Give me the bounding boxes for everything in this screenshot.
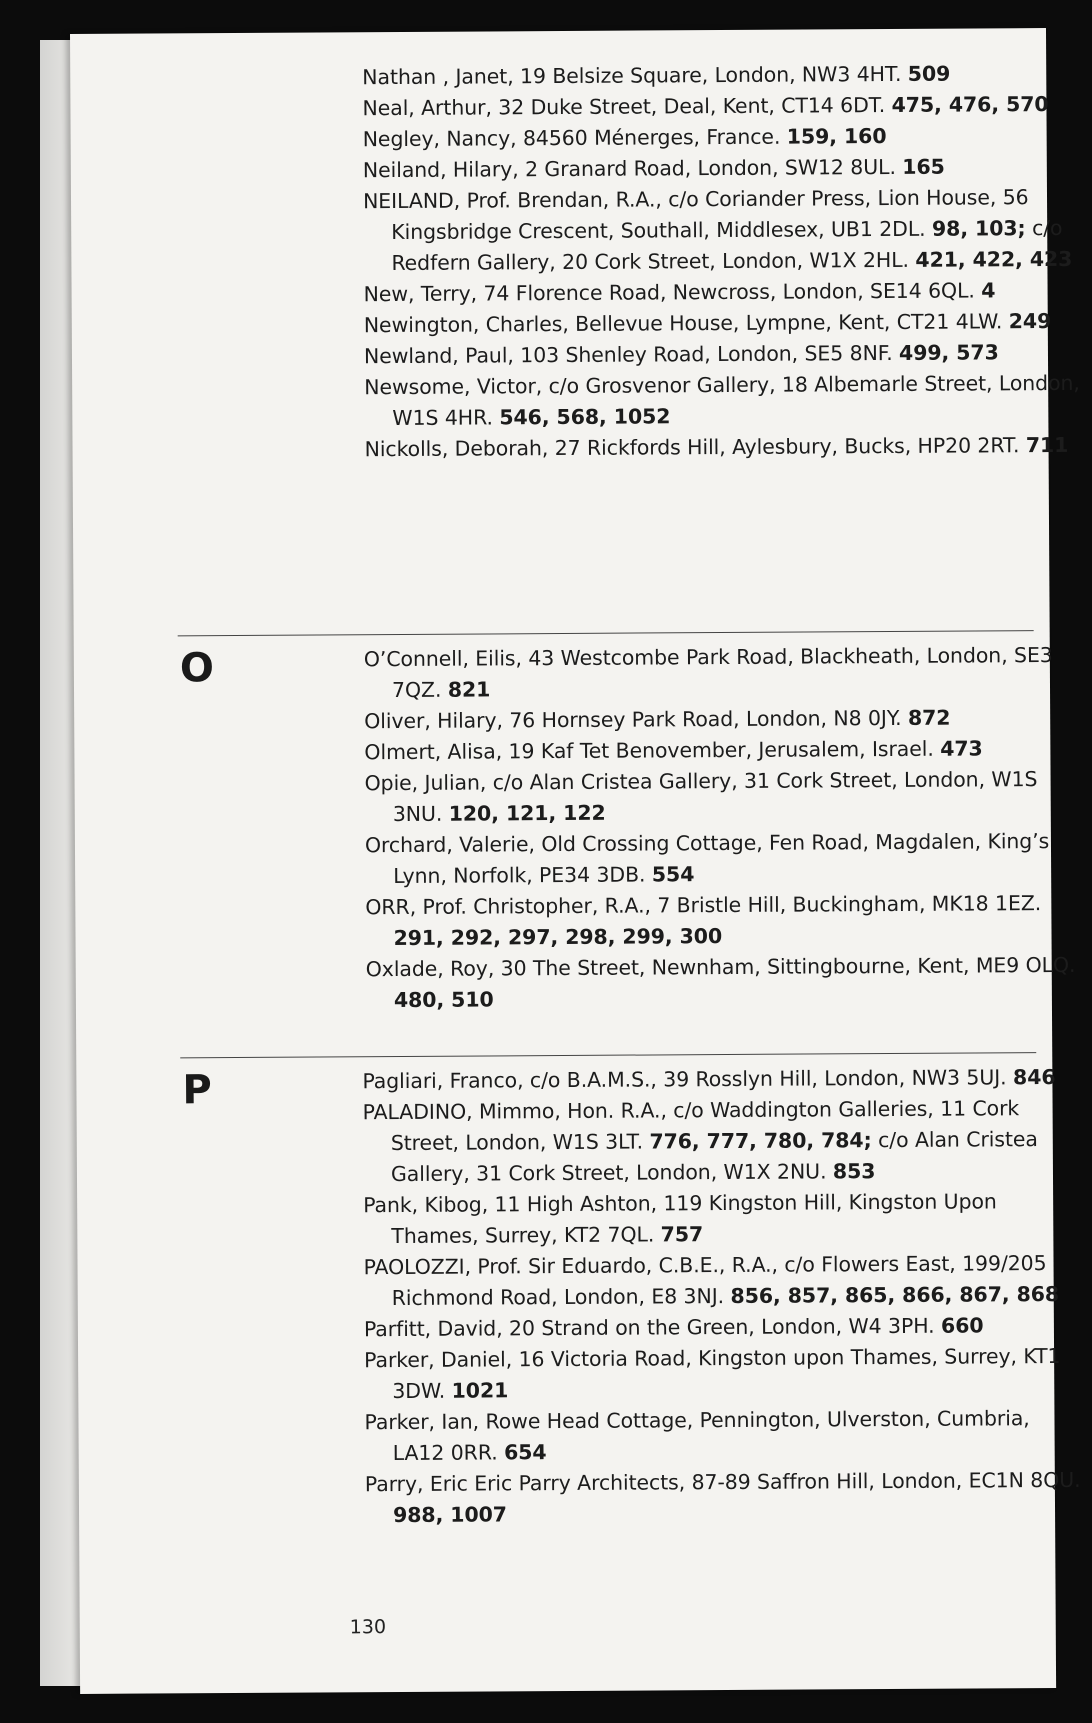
- entry: [365, 826, 1085, 892]
- entry-page-refs: 291, 292, 297, 298, 299, 300: [393, 924, 723, 951]
- entry-page-refs: 165: [902, 154, 945, 179]
- entry-page-refs: 159, 160: [786, 124, 887, 149]
- entry-page-refs-secondary: 421, 422, 423: [915, 246, 1073, 272]
- entry-page-refs: 499, 573: [898, 340, 999, 365]
- entry-page-refs: 473: [940, 736, 983, 761]
- entry: [365, 888, 1085, 954]
- section-n: [70, 58, 1080, 462]
- entry-text: Nathan , Janet, 19 Belsize Square, London, NW3 4HT.: [362, 61, 902, 90]
- entry: [364, 368, 1084, 434]
- entries-list: [362, 58, 1084, 465]
- entry-text: Parker, Daniel, 16 Victoria Road, Kingston upon Thames, Surrey, KT1 3DW.: [364, 1343, 1061, 1404]
- entry: [362, 89, 1082, 124]
- entry-text: Neal, Arthur, 32 Duke Street, Deal, Kent, CT14 6DT.: [362, 93, 886, 121]
- entry-text: Newsome, Victor, c/o Grosvenor Gallery, 18 Albemarle Street, London, W1S 4HR.: [364, 370, 1080, 431]
- entry-text: Newland, Paul, 103 Shenley Road, London, SE5 8NF.: [363, 340, 893, 369]
- entries-list: [364, 640, 1086, 1016]
- entry: [364, 1310, 1084, 1345]
- section-letter: O: [179, 645, 215, 692]
- entry: [365, 1465, 1085, 1531]
- directory-page: [70, 28, 1081, 1694]
- section-divider: [180, 1052, 1036, 1058]
- entry-page-refs: 120, 121, 122: [448, 800, 606, 826]
- entry-page-refs: 480, 510: [393, 987, 494, 1013]
- entry-text: Pank, Kibog, 11 High Ashton, 119 Kingston Hill, Kingston Upon Thames, Surrey, KT2 7QL.: [363, 1189, 997, 1249]
- entry-text: NEILAND, Prof. Brendan, R.A., c/o Coriander Press, Lion House, 56 Kingsbridge Crescent, Southall, Middlesex, UB1 2DL.: [362, 185, 1029, 245]
- entry-page-refs: 1021: [451, 1378, 509, 1403]
- entry: [364, 702, 1084, 737]
- entry-text: Olmert, Alisa, 19 Kaf Tet Benovember, Jerusalem, Israel.: [364, 736, 934, 765]
- entry-text: Nickolls, Deborah, 27 Rickfords Hill, Aylesbury, Bucks, HP20 2RT.: [364, 433, 1020, 462]
- entry: [364, 640, 1084, 706]
- entry-page-refs: 554: [651, 862, 695, 887]
- entry-page-refs: 846: [1012, 1064, 1056, 1090]
- entries-list: [362, 1062, 1085, 1531]
- entry: [364, 430, 1084, 465]
- entry-text: PAOLOZZI, Prof. Sir Eduardo, C.B.E., R.A., c/o Flowers East, 199/205 Richmond Road, London, E8 3NJ.: [363, 1251, 1047, 1311]
- entry: [366, 950, 1086, 1016]
- entry: [364, 1341, 1084, 1407]
- entry-text: New, Terry, 74 Florence Road, Newcross, London, SE14 6QL.: [363, 278, 975, 307]
- entry-page-refs: 776, 777, 780, 784;: [649, 1128, 872, 1154]
- entry-page-refs: 98, 103;: [931, 216, 1026, 241]
- entry-page-refs: 660: [940, 1313, 984, 1338]
- entry-page-refs: 249: [1008, 309, 1052, 334]
- page-number: 130: [349, 1616, 387, 1639]
- entry: [364, 733, 1084, 768]
- entry-page-refs: 654: [503, 1440, 547, 1465]
- entry-text: Oxlade, Roy, 30 The Street, Newnham, Sittingbourne, Kent, ME9 OLQ.: [365, 952, 1076, 982]
- entry-page-refs: 711: [1025, 432, 1069, 458]
- entry-page-refs: 509: [907, 61, 951, 86]
- entry-page-refs: 4: [981, 278, 996, 303]
- section-o: [74, 640, 1076, 1013]
- entry-text: Pagliari, Franco, c/o B.A.M.S., 39 Rosslyn Hill, London, NW3 5UJ.: [362, 1065, 1007, 1094]
- entry-text: Oliver, Hilary, 76 Hornsey Park Road, London, N8 0JY.: [364, 705, 902, 734]
- entry-page-refs: 856, 857, 865, 866, 867, 868: [730, 1281, 1060, 1308]
- entry-page-refs: 988, 1007: [392, 1502, 507, 1528]
- entry: [362, 58, 1082, 93]
- entry-page-refs: 821: [447, 677, 491, 702]
- section-letter: P: [182, 1067, 212, 1114]
- entry-text: Negley, Nancy, 84560 Ménerges, France.: [362, 124, 781, 152]
- entry-page-refs: 757: [660, 1222, 704, 1247]
- section-divider: [178, 630, 1034, 636]
- entry: [363, 182, 1084, 279]
- entry: [363, 151, 1083, 186]
- entry-text-secondary: c/o Redfern Gallery, 20 Cork Street, London, W1X 2HL.: [391, 215, 1063, 276]
- entry-text: ORR, Prof. Christopher, R.A., 7 Bristle Hill, Buckingham, MK18 1EZ.: [365, 891, 1042, 920]
- entry: [363, 1093, 1084, 1190]
- entry-text: O’Connell, Eilis, 43 Westcombe Park Road, Blackheath, London, SE3 7QZ.: [363, 643, 1053, 703]
- entry-text-secondary: c/o Alan Cristea Gallery, 31 Cork Street, London, W1X 2NU.: [390, 1127, 1038, 1187]
- entry: [364, 306, 1084, 341]
- entry-text: Parry, Eric Eric Parry Architects, 87-89 Saffron Hill, London, EC1N 8QU.: [364, 1467, 1081, 1497]
- entry-text: Opie, Julian, c/o Alan Cristea Gallery, 31 Cork Street, London, W1S 3NU.: [364, 767, 1038, 827]
- entry-text: PALADINO, Mimmo, Hon. R.A., c/o Waddington Galleries, 11 Cork Street, London, W1S 3LT.: [362, 1096, 1020, 1156]
- section-p: [76, 1062, 1081, 1528]
- entry: [363, 1186, 1083, 1252]
- entry-text: Parfitt, David, 20 Strand on the Green, London, W4 3PH.: [363, 1313, 935, 1342]
- entry: [364, 337, 1084, 372]
- entry: [364, 1403, 1084, 1469]
- entry: [363, 1248, 1083, 1314]
- entry-text: Neiland, Hilary, 2 Granard Road, London, SW12 8UL.: [362, 154, 896, 183]
- entry-text: Orchard, Valerie, Old Crossing Cottage, Fen Road, Magdalen, King’s Lynn, Norfolk, PE34 3DB.: [364, 829, 1050, 889]
- entry-page-refs: 872: [907, 705, 951, 730]
- entry-page-refs: 475, 476, 570: [891, 92, 1049, 117]
- entry-page-refs-secondary: 853: [832, 1159, 876, 1184]
- entry-page-refs: 546, 568, 1052: [499, 404, 671, 430]
- entry: [364, 275, 1084, 310]
- entry: [362, 1062, 1082, 1097]
- entry-text: Parker, Ian, Rowe Head Cottage, Pennington, Ulverston, Cumbria, LA12 0RR.: [364, 1406, 1030, 1466]
- entry-text: Newington, Charles, Bellevue House, Lympne, Kent, CT21 4LW.: [363, 309, 1003, 338]
- entry: [364, 764, 1084, 830]
- entry: [363, 120, 1083, 155]
